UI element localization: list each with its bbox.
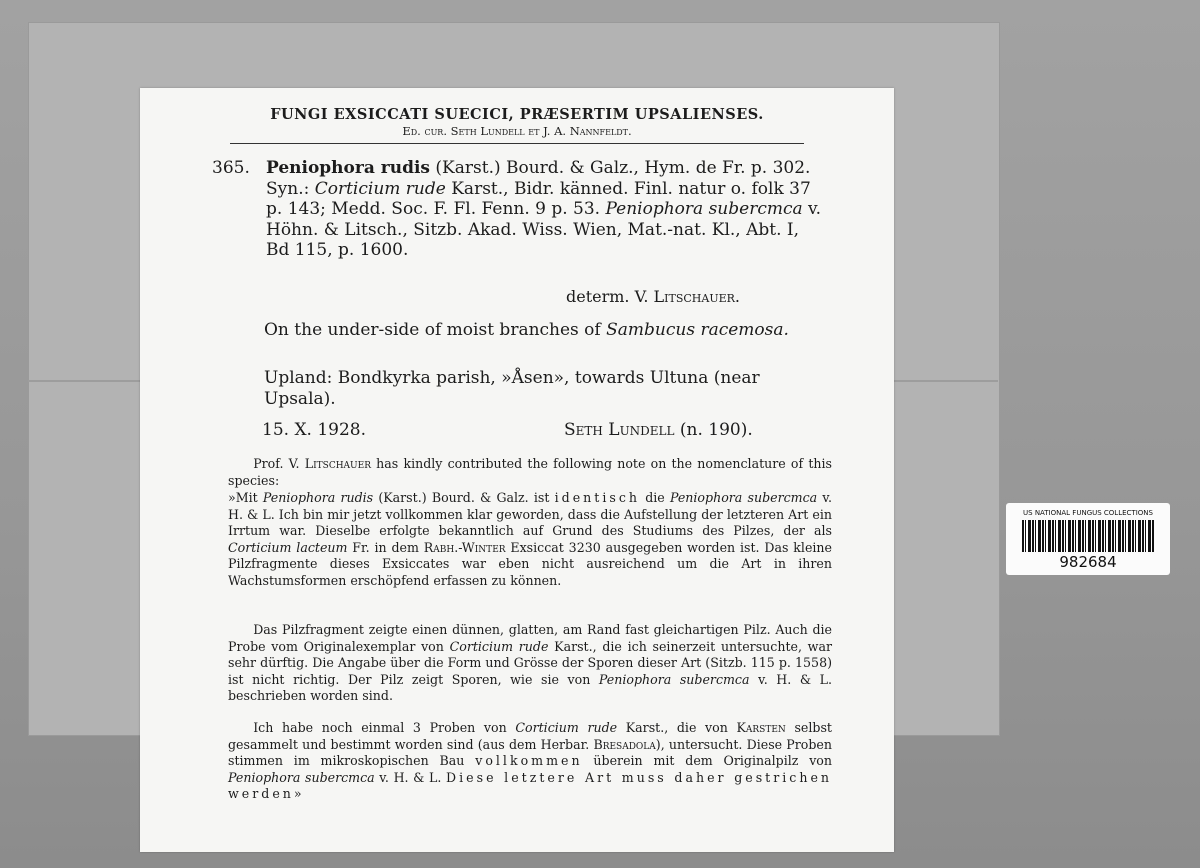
p3-i: überein mit dem Originalpilz von bbox=[582, 753, 833, 769]
barcode-label bbox=[1006, 503, 1170, 575]
p3-f: Bresadola bbox=[593, 736, 656, 752]
citation-c: v. Höhn. & Litsch., Sitzb. Akad. Wiss. Wien, Mat.-nat. Kl., Abt. I, Bd 115, p. 1600. bbox=[266, 199, 822, 260]
q-f: Peniophora subercmca bbox=[669, 490, 818, 505]
barcode-title: US NATIONAL FUNGUS COLLECTIONS bbox=[1023, 509, 1153, 517]
p2-a: Das Pilzfragment zeigte einen dünnen, glatten, am Rand fast gleichartigen Pilz. Auch die Probe vom Originalexemplar von bbox=[228, 622, 832, 654]
p3-g: ), untersucht. Diese Proben stimmen im mikroskopischen Bau bbox=[228, 736, 832, 769]
series-editors bbox=[140, 124, 894, 138]
note-paragraph-1 bbox=[228, 490, 832, 590]
p3-l: Diese letztere Art muss daher gestrichen werden» bbox=[228, 769, 833, 802]
q-d: identisch bbox=[554, 490, 640, 505]
note-intro-b: has kindly contributed the following note on the nomenclature of this species: bbox=[228, 456, 832, 488]
q-k: Exsiccat 3230 ausgegeben worden ist. Das kleine Pilzfragmente dieses Exsiccates war eben nicht ausreichend um die Art in ihren Wachstumsformen erschöpfend erfassen zu können. bbox=[228, 539, 832, 588]
q-a: »Mit bbox=[228, 490, 263, 505]
p3-j: Peniophora subercmca bbox=[228, 769, 375, 785]
note-paragraph-3 bbox=[228, 720, 832, 803]
p3-e: selbst gesammelt und bestimmt worden sind (aus dem Herbar. bbox=[228, 720, 832, 752]
p3-k: v. H. & L. bbox=[374, 769, 447, 785]
q-c: (Karst.) Bourd. & Galz. ist bbox=[373, 490, 555, 505]
collector bbox=[564, 420, 753, 440]
q-h: Corticium lacteum bbox=[228, 539, 348, 555]
p3-c: Karst., die von bbox=[617, 720, 737, 735]
determ-prefix: determ. V. bbox=[566, 287, 654, 306]
barcode-bars bbox=[1022, 520, 1154, 552]
p3-a: Ich habe noch einmal 3 Proben von bbox=[253, 720, 516, 735]
species-name: Peniophora rudis bbox=[266, 158, 431, 178]
q-i: Fr. in dem bbox=[347, 539, 424, 555]
habitat-text: On the under-side of moist branches of bbox=[264, 320, 607, 340]
habitat bbox=[264, 320, 834, 341]
citation-b: Karst., Bidr. känned. Finl. natur o. folk 37 p. 143; Medd. Soc. F. Fl. Fenn. 9 p. 53. bbox=[266, 178, 811, 219]
synonym-2: Peniophora subercmca bbox=[605, 199, 803, 219]
specimen-label bbox=[140, 88, 894, 852]
determiner bbox=[566, 287, 740, 306]
locality: Upland: Bondkyrka parish, »Åsen», towards Ultuna (near Upsala). bbox=[264, 368, 760, 409]
p2-c: Karst., die ich seinerzeit untersuchte, war sehr dürftig. Die Angabe über die Form und Grösse der Sporen dieser Art (Sitzb. 115 p. 1558) ist nicht richtig. Der Pilz zeigt Sporen, wie sie von bbox=[228, 638, 832, 687]
q-b: Peniophora rudis bbox=[262, 490, 374, 505]
p3-h: vollkommen bbox=[475, 753, 583, 769]
determ-name: Litschauer. bbox=[653, 287, 740, 306]
q-e: die bbox=[640, 490, 670, 505]
exsiccata-number: 365. bbox=[212, 158, 250, 178]
p2-b: Corticium rude bbox=[449, 638, 549, 654]
barcode-number: 982684 bbox=[1059, 553, 1117, 571]
header-rule bbox=[230, 143, 804, 144]
q-g: v. H. & L. Ich bin mir jetzt vollkommen klar geworden, dass die Aufstellung der letzteren Art ein Irrtum war. Dieselbe erfolgte bekanntlich auf Grund des Studiums des Pilzes, der als bbox=[228, 490, 832, 539]
note-intro-a: Prof. V. bbox=[253, 456, 305, 471]
collector-name: Seth Lundell bbox=[564, 420, 675, 440]
p3-d: Karsten bbox=[736, 720, 786, 735]
host-name: Sambucus racemosa. bbox=[606, 320, 789, 340]
synonym-1: Corticium rude bbox=[314, 178, 446, 199]
citation-a: (Karst.) Bourd. & Galz., Hym. de Fr. p. 302. Syn.: bbox=[266, 158, 811, 199]
collection-date: 15. X. 1928. bbox=[262, 420, 367, 440]
collector-number: (n. 190). bbox=[674, 420, 753, 440]
note-paragraph-2 bbox=[228, 622, 832, 705]
note-intro bbox=[228, 456, 832, 489]
note-intro-name: Litschauer bbox=[304, 456, 371, 471]
series-title: FUNGI EXSICCATI SUECICI, PRÆSERTIM UPSALIENSES. bbox=[270, 106, 764, 123]
editors-text: Ed. cur. Seth Lundell et J. A. Nannfeldt. bbox=[402, 124, 632, 138]
q-j: Rabh.-Winter bbox=[423, 539, 506, 555]
taxon-citation bbox=[266, 158, 826, 261]
p3-b: Corticium rude bbox=[515, 720, 618, 735]
p2-e: v. H. & L. beschrieben worden sind. bbox=[228, 671, 832, 704]
p2-d: Peniophora subercmca bbox=[598, 671, 750, 687]
